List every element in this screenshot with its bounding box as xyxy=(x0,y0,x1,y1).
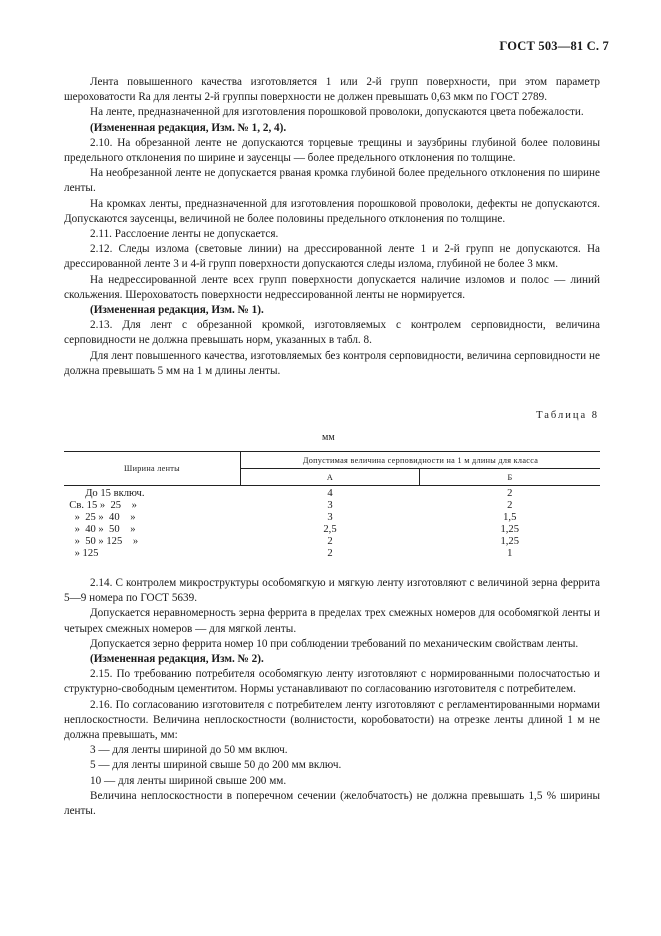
paragraph: 2.12. Следы излома (световые линии) на дрессированной ленте 1 и 2-й групп не допускаются. На дрессированной ленте 3 и 4-й групп поверхности допускаются следы излома, глубиной не более 3 мкм. xyxy=(64,243,600,271)
paragraph: Величина неплоскостности в поперечном сечении (желобчатость) не должна превышать 1,5 % ширины ленты. xyxy=(64,789,600,818)
cell-class-b: 1,25 xyxy=(500,524,520,535)
table-row xyxy=(64,486,600,501)
table-caption: Таблица 8 xyxy=(536,410,599,421)
paragraph: 2.11. Расслоение ленты не допускается. xyxy=(90,228,279,241)
paragraph: 2.16. По согласованию изготовителя с потребителем ленту изготовляют с регламентированными нормами неплоскостности. Величина неплоскостности (волнистости, коробоватости) на отрезке ленты длиной 1 м не должна превышать, мм: xyxy=(64,698,600,742)
cell-class-b: 1,5 xyxy=(503,512,517,523)
column-header-width: Ширина ленты xyxy=(64,452,241,486)
cell-class-a: 3 xyxy=(327,500,333,511)
paragraph: Лента повышенного качества изготовляется 1 или 2-й групп поверхности, при этом параметр шероховатости Ra для ленты 2-й группы поверхности не должен превышать 0,63 мкм по ГОСТ 2789. xyxy=(64,76,600,104)
paragraph: 10 — для ленты шириной свыше 200 мм. xyxy=(90,774,287,787)
cell-class-b: 1,25 xyxy=(500,536,520,547)
table-row xyxy=(64,548,600,560)
column-group-header: Допустимая величина серповидности на 1 м длины для класса xyxy=(241,452,601,469)
table-units: мм xyxy=(322,432,335,443)
paragraph: На недрессированной ленте всех групп поверхности допускается наличие изломов и полос — линий скольжения. Шероховатость поверхности недрессированной ленты не нормируется. xyxy=(64,273,600,301)
paragraph: Для лент повышенного качества, изготовляемых без контроля серповидности, величина серповидности не должна превышать 5 мм на 1 м длины ленты. xyxy=(64,349,600,377)
paragraph: 2.14. С контролем микроструктуры особомягкую и мягкую ленту изготовляют с величиной зерна феррита 5—9 номера по ГОСТ 5639. xyxy=(64,577,600,605)
table-row xyxy=(64,536,600,548)
paragraph: На ленте, предназначенной для изготовления порошковой проволоки, допускаются цвета побежалости. xyxy=(90,106,584,119)
paragraph: 2.13. Для лент с обрезанной кромкой, изготовляемых с контролем серповидности, величина серповидности не должна превышать норм, указанных в табл. 8. xyxy=(64,319,600,347)
cell-width: Св. 15 » 25 » xyxy=(64,500,137,511)
amendment-note: (Измененная редакция, Изм. № 1, 2, 4). xyxy=(90,121,287,134)
table-8 xyxy=(64,451,600,560)
top-text-block xyxy=(64,75,600,379)
column-header-class-b: Б xyxy=(420,469,601,486)
paragraph: 2.15. По требованию потребителя особомягкую ленту изготовляют с нормированными полосчатостью и структурно-свободным цементитом. Нормы устанавливают по согласованию изготовителя с потребителем. xyxy=(64,668,600,696)
paragraph: Допускается неравномерность зерна феррита в пределах трех смежных номеров для особомягкой ленты и четырех смежных номеров — для мягкой ленты. xyxy=(64,607,600,635)
bottom-text-block xyxy=(64,576,600,819)
paragraph: На необрезанной ленте не допускается рваная кромка глубиной более предельного отклонения по ширине ленты. xyxy=(64,167,600,195)
cell-width: До 15 включ. xyxy=(64,488,145,499)
table-row xyxy=(64,500,600,512)
cell-class-a: 2,5 xyxy=(323,524,337,535)
paragraph: Допускается зерно феррита номер 10 при соблюдении требований по механическим свойствам ленты. xyxy=(90,637,579,650)
cell-width: » 40 » 50 » xyxy=(64,524,136,535)
cell-class-b: 1 xyxy=(507,548,513,559)
page-header: ГОСТ 503—81 С. 7 xyxy=(499,39,609,53)
cell-class-b: 2 xyxy=(507,500,513,511)
cell-width: » 50 » 125 » xyxy=(64,536,139,547)
cell-class-b: 2 xyxy=(507,488,513,499)
table-row xyxy=(64,512,600,524)
table-row xyxy=(64,524,600,536)
paragraph: 3 — для ленты шириной до 50 мм включ. xyxy=(90,744,288,757)
cell-width: » 125 xyxy=(64,548,99,559)
cell-width: » 25 » 40 » xyxy=(64,512,136,523)
paragraph: 2.10. На обрезанной ленте не допускаются торцевые трещины и заузбрины глубиной более половины предельного отклонения по ширине и заусенцы — более предельного отклонения по толщине. xyxy=(64,136,600,165)
paragraph: 5 — для ленты шириной свыше 50 до 200 мм включ. xyxy=(90,759,342,772)
paragraph: На кромках ленты, предназначенной для изготовления порошковой проволоки, дефекты не допускаются. Допускаются заусенцы, величиной не более половины предельного отклонения по толщине. xyxy=(64,197,600,225)
amendment-note: (Измененная редакция, Изм. № 1). xyxy=(90,304,264,317)
cell-class-a: 4 xyxy=(327,488,333,499)
cell-class-a: 2 xyxy=(327,536,333,547)
cell-class-a: 2 xyxy=(327,548,333,559)
amendment-note: (Измененная редакция, Изм. № 2). xyxy=(90,653,264,666)
column-header-class-a: А xyxy=(241,469,420,486)
cell-class-a: 3 xyxy=(327,512,333,523)
